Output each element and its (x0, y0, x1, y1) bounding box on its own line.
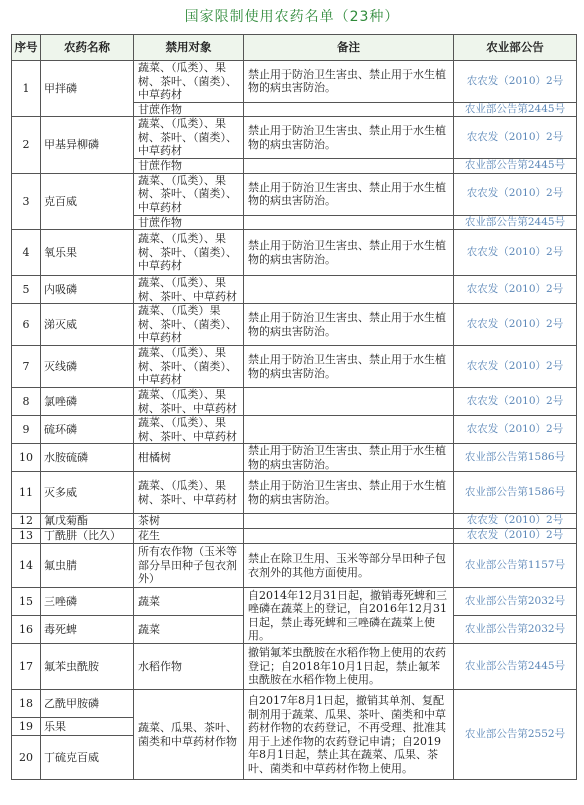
crop-cell: 水稻作物 (134, 644, 244, 690)
name-cell: 毒死蜱 (41, 616, 134, 644)
notice-cell: 农农发（2010）2号 (454, 346, 577, 388)
notice-cell: 农农发（2010）2号 (454, 61, 577, 103)
crop-cell: 蔬菜、（瓜类）、果树、茶叶、（菌类）、中草药材 (134, 117, 244, 159)
note-cell (244, 416, 454, 444)
crop-cell: 蔬菜、（瓜类）、果树、茶叶、（菌类）、中草药材 (134, 346, 244, 388)
crop-cell: 蔬菜、（瓜类）、果树、茶叶、（菌类）、中草药材 (134, 173, 244, 215)
name-cell: 氟虫腈 (41, 544, 134, 588)
name-cell: 三唑磷 (41, 588, 134, 616)
notice-cell: 农农发（2010）2号 (454, 276, 577, 304)
notice-cell: 农农发（2010）2号 (454, 230, 577, 276)
table-row (12, 544, 577, 588)
name-cell: 乐果 (41, 718, 134, 736)
seq-cell: 16 (12, 616, 41, 644)
seq-cell: 17 (12, 644, 41, 690)
seq-cell: 3 (12, 173, 41, 230)
note-cell: 禁止用于防治卫生害虫、禁止用于水生植物的病虫害防治。 (244, 173, 454, 215)
seq-cell: 6 (12, 304, 41, 346)
table-row (12, 444, 577, 472)
name-cell: 内吸磷 (41, 276, 134, 304)
note-cell: 禁止用于防治卫生害虫、禁止用于水生植物的病虫害防治。 (244, 444, 454, 472)
crop-cell: 蔬菜、（瓜类）果树、茶叶、（菌类）、中草药材 (134, 304, 244, 346)
name-cell: 乙酰甲胺磷 (41, 690, 134, 718)
seq-cell: 8 (12, 388, 41, 416)
note-cell: 自2017年8月1日起，撤销其单剂、复配制剂用于蔬菜、瓜果、茶叶、菌类和中草药材作物的农药登记，不再受理、批准其用于上述作物的农药登记申请；自2019年8月1日起，禁止其在蔬菜、瓜果、茶叶、菌类和中草药材作物上使用。 (244, 690, 454, 780)
notice-cell: 农业部公告第1586号 (454, 472, 577, 514)
seq-cell: 19 (12, 718, 41, 736)
note-cell: 自2014年12月31日起，撤销毒死蜱和三唑磷在蔬菜上的登记，自2016年12月31日起，禁止毒死蜱和三唑磷在蔬菜上使用。 (244, 588, 454, 644)
header-crop: 禁用对象 (134, 35, 244, 61)
name-cell: 水胺硫磷 (41, 444, 134, 472)
name-cell: 丁硫克百威 (41, 736, 134, 780)
name-cell: 硫环磷 (41, 416, 134, 444)
note-cell (244, 514, 454, 529)
notice-cell: 农业部公告第2445号 (454, 159, 577, 174)
notice-cell: 农业部公告第2032号 (454, 616, 577, 644)
notice-cell: 农业部公告第2445号 (454, 215, 577, 230)
notice-cell: 农农发（2010）2号 (454, 529, 577, 544)
table-row (12, 644, 577, 690)
seq-cell: 9 (12, 416, 41, 444)
seq-cell: 18 (12, 690, 41, 718)
note-cell: 禁止用于防治卫生害虫、禁止用于水生植物的病虫害防治。 (244, 117, 454, 159)
name-cell: 氟苯虫酰胺 (41, 644, 134, 690)
table-row (12, 472, 577, 514)
note-cell (244, 159, 454, 174)
note-cell: 禁止在除卫生用、玉米等部分旱田种子包衣剂外的其他方面使用。 (244, 544, 454, 588)
seq-cell: 14 (12, 544, 41, 588)
note-cell: 禁止用于防治卫生害虫、禁止用于水生植物的病虫害防治。 (244, 346, 454, 388)
crop-cell: 花生 (134, 529, 244, 544)
notice-cell: 农农发（2010）2号 (454, 514, 577, 529)
crop-cell: 蔬菜 (134, 588, 244, 616)
name-cell: 灭线磷 (41, 346, 134, 388)
table-row (12, 690, 577, 718)
name-cell: 克百威 (41, 173, 134, 230)
table-row (12, 529, 577, 544)
crop-cell: 蔬菜、瓜果、茶叶、菌类和中草药材作物 (134, 690, 244, 780)
table-row (12, 304, 577, 346)
note-cell: 禁止用于防治卫生害虫、禁止用于水生植物的病虫害防治。 (244, 472, 454, 514)
seq-cell: 2 (12, 117, 41, 174)
crop-cell: 蔬菜、（瓜类）、果树、茶叶、（菌类）、中草药材 (134, 61, 244, 103)
note-cell (244, 215, 454, 230)
note-cell: 禁止用于防治卫生害虫、禁止用于水生植物的病虫害防治。 (244, 230, 454, 276)
table-row (12, 416, 577, 444)
crop-cell: 甘蔗作物 (134, 102, 244, 117)
crop-cell: 蔬菜 (134, 616, 244, 644)
name-cell: 氯唑磷 (41, 388, 134, 416)
note-cell: 禁止用于防治卫生害虫、禁止用于水生植物的病虫害防治。 (244, 61, 454, 103)
notice-cell: 农农发（2010）2号 (454, 304, 577, 346)
table-row (12, 346, 577, 388)
page-title: 国家限制使用农药名单（23种） (184, 9, 400, 25)
table-row (12, 61, 577, 103)
seq-cell: 10 (12, 444, 41, 472)
table-row (12, 173, 577, 215)
crop-cell: 所有农作物（玉米等部分旱田种子包衣剂外） (134, 544, 244, 588)
note-cell (244, 102, 454, 117)
header-name: 农药名称 (41, 35, 134, 61)
name-cell: 甲拌磷 (41, 61, 134, 117)
notice-cell: 农农发（2010）2号 (454, 416, 577, 444)
table-row (12, 514, 577, 529)
crop-cell: 蔬菜、（瓜类）、果树、茶叶、中草药材 (134, 416, 244, 444)
name-cell: 灭多威 (41, 472, 134, 514)
crop-cell: 柑橘树 (134, 444, 244, 472)
notice-cell: 农业部公告第1586号 (454, 444, 577, 472)
crop-cell: 甘蔗作物 (134, 159, 244, 174)
name-cell: 丁酰肼（比久） (41, 529, 134, 544)
seq-cell: 13 (12, 529, 41, 544)
name-cell: 涕灭威 (41, 304, 134, 346)
note-cell: 撤销氟苯虫酰胺在水稻作物上使用的农药登记；自2018年10月1日起，禁止氟苯虫酰胺在水稻作物上使用。 (244, 644, 454, 690)
table-header-row (12, 35, 577, 61)
header-seq: 序号 (12, 35, 41, 61)
notice-cell: 农农发（2010）2号 (454, 117, 577, 159)
seq-cell: 5 (12, 276, 41, 304)
header-notice: 农业部公告 (454, 35, 577, 61)
seq-cell: 1 (12, 61, 41, 117)
table-row (12, 276, 577, 304)
notice-cell: 农农发（2010）2号 (454, 388, 577, 416)
seq-cell: 7 (12, 346, 41, 388)
notice-cell: 农业部公告第2445号 (454, 102, 577, 117)
header-note: 备注 (244, 35, 454, 61)
name-cell: 甲基异柳磷 (41, 117, 134, 174)
seq-cell: 15 (12, 588, 41, 616)
note-cell (244, 529, 454, 544)
crop-cell: 甘蔗作物 (134, 215, 244, 230)
crop-cell: 茶树 (134, 514, 244, 529)
seq-cell: 11 (12, 472, 41, 514)
table-row (12, 230, 577, 276)
note-cell (244, 388, 454, 416)
notice-cell: 农业部公告第2552号 (454, 690, 577, 780)
table-row (12, 588, 577, 616)
notice-cell: 农业部公告第2445号 (454, 644, 577, 690)
table-row (12, 117, 577, 159)
crop-cell: 蔬菜、（瓜类）、果树、茶叶、（菌类）、中草药材 (134, 230, 244, 276)
note-cell: 禁止用于防治卫生害虫、禁止用于水生植物的病虫害防治。 (244, 304, 454, 346)
restricted-pesticide-table (11, 34, 577, 780)
table-row (12, 388, 577, 416)
name-cell: 氧乐果 (41, 230, 134, 276)
seq-cell: 12 (12, 514, 41, 529)
note-cell (244, 276, 454, 304)
seq-cell: 20 (12, 736, 41, 780)
seq-cell: 4 (12, 230, 41, 276)
notice-cell: 农业部公告第2032号 (454, 588, 577, 616)
crop-cell: 蔬菜、（瓜类）、果树、茶叶、中草药材 (134, 276, 244, 304)
crop-cell: 蔬菜、（瓜类）、果树、茶叶、中草药材 (134, 472, 244, 514)
notice-cell: 农业部公告第1157号 (454, 544, 577, 588)
notice-cell: 农农发（2010）2号 (454, 173, 577, 215)
crop-cell: 蔬菜、（瓜类）、果树、茶叶、中草药材 (134, 388, 244, 416)
name-cell: 氰戊菊酯 (41, 514, 134, 529)
